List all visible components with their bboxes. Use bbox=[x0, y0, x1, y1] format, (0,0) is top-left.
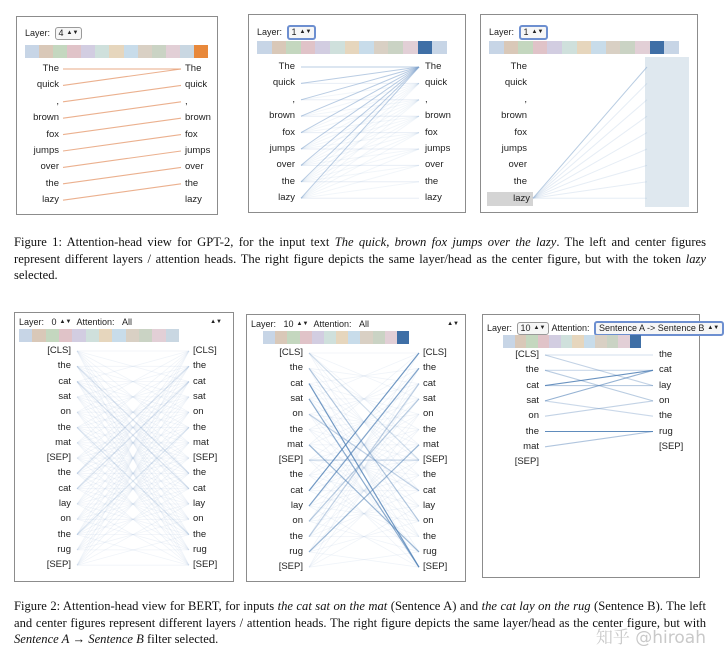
source-token[interactable]: quick bbox=[36, 79, 59, 91]
attention-line bbox=[533, 165, 647, 198]
attention-line bbox=[301, 67, 419, 83]
source-token[interactable]: on bbox=[60, 513, 71, 525]
attention-line bbox=[533, 83, 647, 198]
source-token[interactable]: over bbox=[40, 161, 59, 173]
target-token[interactable]: the bbox=[425, 175, 439, 187]
layer-label: Layer: bbox=[489, 27, 515, 37]
source-token[interactable]: brown bbox=[501, 110, 527, 122]
target-token[interactable]: the bbox=[193, 528, 207, 540]
attention-line bbox=[63, 85, 181, 101]
source-token[interactable]: brown bbox=[33, 112, 59, 124]
source-token[interactable]: cat bbox=[290, 484, 303, 496]
attention-lines bbox=[15, 313, 233, 581]
layer-value: 0 bbox=[51, 317, 57, 327]
source-token[interactable]: sat bbox=[58, 390, 71, 402]
target-token[interactable]: rug bbox=[659, 425, 673, 437]
target-token[interactable]: sat bbox=[423, 392, 436, 404]
attention-line bbox=[309, 414, 419, 491]
attention-line bbox=[63, 135, 181, 151]
source-token[interactable]: lazy bbox=[278, 192, 295, 204]
source-token[interactable]: lazy bbox=[42, 194, 59, 206]
source-token[interactable]: , bbox=[292, 93, 295, 105]
target-token[interactable]: [SEP] bbox=[193, 559, 218, 571]
attention-value: All bbox=[122, 317, 133, 327]
source-token[interactable]: the bbox=[525, 364, 539, 376]
attention-line bbox=[533, 67, 647, 198]
caption-italic: Sentence B bbox=[88, 632, 144, 646]
source-token[interactable]: fox bbox=[46, 128, 59, 140]
attention-line bbox=[545, 432, 653, 447]
gpt2-panel-right bbox=[480, 14, 698, 213]
target-token[interactable]: fox bbox=[425, 126, 438, 138]
attention-lines bbox=[247, 315, 465, 581]
caption-text: Figure 2: Attention-head view for BERT, for inputs bbox=[14, 599, 278, 613]
caption-text: (Sentence B). The left and center figures represent different layers / attention heads. The right figure depicts the same layer/head as the center figure, but with bbox=[14, 599, 706, 630]
target-token[interactable]: The bbox=[425, 61, 442, 72]
gpt2-panel-center bbox=[248, 14, 466, 213]
target-token[interactable]: lay bbox=[193, 498, 206, 509]
caption-text: selected. bbox=[14, 268, 58, 282]
source-token[interactable]: , bbox=[524, 93, 527, 105]
source-token[interactable]: over bbox=[508, 159, 527, 171]
attention-line bbox=[545, 370, 653, 385]
source-token[interactable]: the bbox=[289, 423, 303, 435]
source-token[interactable]: The bbox=[42, 63, 59, 74]
target-token[interactable]: lay bbox=[659, 379, 672, 391]
source-token[interactable]: lazy bbox=[487, 192, 533, 206]
target-token[interactable]: cat bbox=[193, 482, 206, 494]
attention-line bbox=[533, 116, 647, 198]
target-token[interactable]: quick bbox=[185, 79, 208, 91]
target-token[interactable]: quick bbox=[425, 77, 448, 89]
target-token[interactable]: the bbox=[423, 362, 437, 374]
source-token[interactable]: the bbox=[525, 425, 539, 437]
attention-lines bbox=[249, 15, 465, 212]
target-token[interactable]: sat bbox=[193, 390, 206, 402]
caption-italic: lazy bbox=[685, 251, 706, 266]
source-token[interactable]: the bbox=[57, 360, 71, 372]
target-token[interactable]: brown bbox=[185, 112, 211, 124]
chevron-updown-icon: ▲▼ bbox=[299, 29, 312, 36]
chevron-updown-icon: ▲▼ bbox=[59, 319, 72, 326]
attention-label: Attention: bbox=[76, 317, 115, 327]
target-token[interactable]: on bbox=[423, 515, 434, 527]
target-token[interactable]: the bbox=[423, 423, 437, 435]
attention-line bbox=[533, 100, 647, 198]
attention-value: All bbox=[359, 319, 370, 329]
caption-italic: The quick, brown fox jumps over the lazy bbox=[334, 235, 557, 249]
source-token[interactable]: sat bbox=[526, 394, 539, 406]
layer-value: 1 bbox=[523, 27, 529, 37]
target-token[interactable]: rug bbox=[193, 543, 207, 555]
target-token[interactable]: brown bbox=[425, 110, 451, 122]
attention-lines bbox=[481, 15, 697, 212]
source-token[interactable]: the bbox=[57, 467, 71, 479]
target-token[interactable]: The bbox=[185, 63, 202, 74]
target-token[interactable]: [SEP] bbox=[193, 452, 218, 464]
source-token[interactable]: cat bbox=[58, 375, 71, 387]
source-token[interactable]: mat bbox=[287, 438, 303, 450]
source-token[interactable]: [CLS] bbox=[515, 349, 539, 360]
chevron-updown-icon: ▲▼ bbox=[210, 319, 222, 325]
source-token[interactable]: the bbox=[281, 175, 295, 187]
attention-line bbox=[63, 151, 181, 167]
target-token[interactable]: the bbox=[659, 410, 673, 422]
chevron-updown-icon: ▲▼ bbox=[707, 325, 720, 332]
layer-label: Layer: bbox=[487, 323, 513, 333]
source-token[interactable]: on bbox=[528, 410, 539, 422]
source-token[interactable]: lay bbox=[58, 498, 71, 509]
source-token[interactable]: , bbox=[56, 95, 59, 107]
caption-text: . The left and center figures represent different layers / attention heads. The right figure depicts the same layer/head as the center figure, but with the token bbox=[14, 235, 706, 266]
source-token[interactable]: the bbox=[289, 362, 303, 374]
target-token[interactable]: lay bbox=[423, 500, 436, 511]
attention-line bbox=[301, 67, 419, 149]
source-token[interactable]: [SEP] bbox=[514, 456, 539, 468]
source-token[interactable]: brown bbox=[269, 110, 295, 122]
layer-value: 10 bbox=[283, 319, 294, 329]
source-token[interactable]: cat bbox=[58, 482, 71, 494]
target-token[interactable]: jumps bbox=[425, 143, 451, 154]
bert-panel-center bbox=[246, 314, 466, 582]
attention-line bbox=[301, 67, 419, 116]
source-token[interactable]: rug bbox=[289, 545, 303, 557]
chevron-updown-icon: ▲▼ bbox=[66, 30, 79, 37]
gpt2-panel-left bbox=[16, 16, 218, 215]
figure1-caption bbox=[14, 234, 706, 284]
source-token[interactable]: sat bbox=[290, 392, 303, 404]
source-token[interactable]: jumps bbox=[33, 145, 59, 156]
bert-panel-right bbox=[482, 314, 720, 578]
source-token[interactable]: fox bbox=[282, 126, 295, 138]
bert-panel-left bbox=[14, 312, 234, 582]
target-token[interactable]: the bbox=[423, 469, 437, 481]
target-token[interactable]: over bbox=[425, 159, 444, 171]
source-token[interactable]: the bbox=[57, 421, 71, 433]
source-token[interactable]: rug bbox=[57, 543, 71, 555]
target-token[interactable]: [SEP] bbox=[659, 440, 684, 452]
source-token[interactable]: cat bbox=[290, 377, 303, 389]
attention-label: Attention: bbox=[551, 323, 590, 333]
attention-line bbox=[63, 102, 181, 118]
attention-line bbox=[301, 182, 419, 198]
attention-line bbox=[63, 69, 181, 85]
layer-label: Layer: bbox=[257, 27, 283, 37]
source-token[interactable]: The bbox=[510, 61, 527, 72]
attention-line bbox=[533, 149, 647, 198]
attention-line bbox=[63, 118, 181, 134]
target-token[interactable]: on bbox=[193, 406, 204, 418]
attention-line bbox=[63, 184, 181, 200]
target-token[interactable]: rug bbox=[423, 545, 437, 557]
source-token[interactable]: [CLS] bbox=[47, 345, 71, 356]
target-token[interactable]: the bbox=[659, 349, 673, 360]
attention-line bbox=[309, 384, 419, 568]
source-token[interactable]: [SEP] bbox=[46, 559, 71, 571]
attention-lines bbox=[17, 17, 217, 214]
layer-label: Layer: bbox=[19, 317, 45, 327]
chevron-updown-icon: ▲▼ bbox=[533, 325, 546, 332]
source-token[interactable]: quick bbox=[504, 77, 527, 89]
target-token[interactable]: [CLS] bbox=[193, 345, 217, 356]
attention-label: Attention: bbox=[313, 319, 352, 329]
source-token[interactable]: mat bbox=[55, 436, 71, 448]
target-token[interactable]: over bbox=[185, 161, 204, 173]
caption-text: (Sentence A) and bbox=[387, 599, 482, 613]
attention-value: Sentence A -> Sentence B bbox=[599, 323, 705, 333]
source-token[interactable]: quick bbox=[272, 77, 295, 89]
caption-arrow: → bbox=[69, 632, 89, 646]
source-token[interactable]: on bbox=[60, 406, 71, 418]
attention-line bbox=[301, 116, 419, 198]
source-token[interactable]: lay bbox=[290, 500, 303, 511]
source-token[interactable]: The bbox=[278, 61, 295, 72]
target-token[interactable]: cat bbox=[423, 377, 436, 389]
source-token[interactable]: [SEP] bbox=[46, 452, 71, 464]
source-token[interactable]: jumps bbox=[269, 143, 295, 154]
target-token[interactable]: on bbox=[423, 408, 434, 420]
attention-line bbox=[301, 83, 419, 198]
watermark: 知乎 @hiroah bbox=[595, 628, 706, 648]
target-token[interactable]: cat bbox=[193, 375, 206, 387]
layer-value: 4 bbox=[58, 28, 64, 38]
source-token[interactable]: over bbox=[276, 159, 295, 171]
layer-label: Layer: bbox=[251, 319, 277, 329]
target-token[interactable]: [CLS] bbox=[423, 347, 447, 358]
attention-line bbox=[301, 67, 419, 182]
attention-line bbox=[309, 399, 419, 567]
source-token[interactable]: fox bbox=[514, 126, 527, 138]
attention-line bbox=[301, 149, 419, 198]
target-token[interactable]: fox bbox=[185, 128, 198, 140]
target-token[interactable]: mat bbox=[423, 438, 439, 450]
source-token[interactable]: on bbox=[292, 408, 303, 420]
chevron-updown-icon: ▲▼ bbox=[296, 321, 309, 328]
source-token[interactable]: the bbox=[513, 175, 527, 187]
target-token[interactable]: the bbox=[185, 177, 199, 189]
layer-value: 1 bbox=[291, 27, 297, 37]
target-token[interactable]: cat bbox=[659, 364, 672, 376]
target-token[interactable]: the bbox=[193, 360, 207, 372]
target-token[interactable]: the bbox=[423, 530, 437, 542]
attention-line bbox=[533, 182, 647, 198]
target-token[interactable]: lazy bbox=[425, 192, 442, 204]
target-token[interactable]: the bbox=[193, 421, 207, 433]
target-token[interactable]: , bbox=[185, 95, 188, 107]
source-token[interactable]: the bbox=[57, 528, 71, 540]
source-token[interactable]: mat bbox=[523, 440, 539, 452]
attention-line bbox=[533, 133, 647, 199]
caption-text: filter selected. bbox=[143, 632, 219, 646]
target-token[interactable]: , bbox=[425, 93, 428, 105]
caption-italic: the cat lay on the rug bbox=[481, 599, 591, 613]
target-token[interactable]: on bbox=[659, 394, 670, 406]
target-token[interactable]: the bbox=[193, 467, 207, 479]
target-token[interactable]: [SEP] bbox=[423, 454, 448, 466]
caption-italic: Sentence A bbox=[14, 632, 70, 646]
target-token[interactable]: jumps bbox=[185, 145, 211, 156]
caption-text: Figure 1: Attention-head view for GPT-2, for the input text bbox=[14, 235, 335, 249]
layer-value: 10 bbox=[520, 323, 531, 333]
source-token[interactable]: [CLS] bbox=[279, 347, 303, 358]
source-token[interactable]: on bbox=[292, 515, 303, 527]
source-token[interactable]: the bbox=[289, 530, 303, 542]
target-token[interactable]: lazy bbox=[185, 194, 202, 206]
target-token[interactable]: on bbox=[193, 513, 204, 525]
source-token[interactable]: jumps bbox=[501, 143, 527, 154]
attention-line bbox=[63, 167, 181, 183]
chevron-updown-icon: ▲▼ bbox=[447, 321, 459, 327]
target-token[interactable]: mat bbox=[193, 436, 209, 448]
source-token[interactable]: [SEP] bbox=[278, 454, 303, 466]
target-token[interactable]: [SEP] bbox=[423, 561, 448, 573]
source-token[interactable]: the bbox=[289, 469, 303, 481]
target-token[interactable]: cat bbox=[423, 484, 436, 496]
source-token[interactable]: the bbox=[45, 177, 59, 189]
caption-italic: the cat sat on the mat bbox=[277, 599, 388, 613]
chevron-updown-icon: ▲▼ bbox=[531, 29, 544, 36]
attention-lines bbox=[483, 315, 699, 577]
source-token[interactable]: [SEP] bbox=[278, 561, 303, 573]
source-token[interactable]: cat bbox=[526, 379, 539, 391]
layer-label: Layer: bbox=[25, 28, 51, 38]
